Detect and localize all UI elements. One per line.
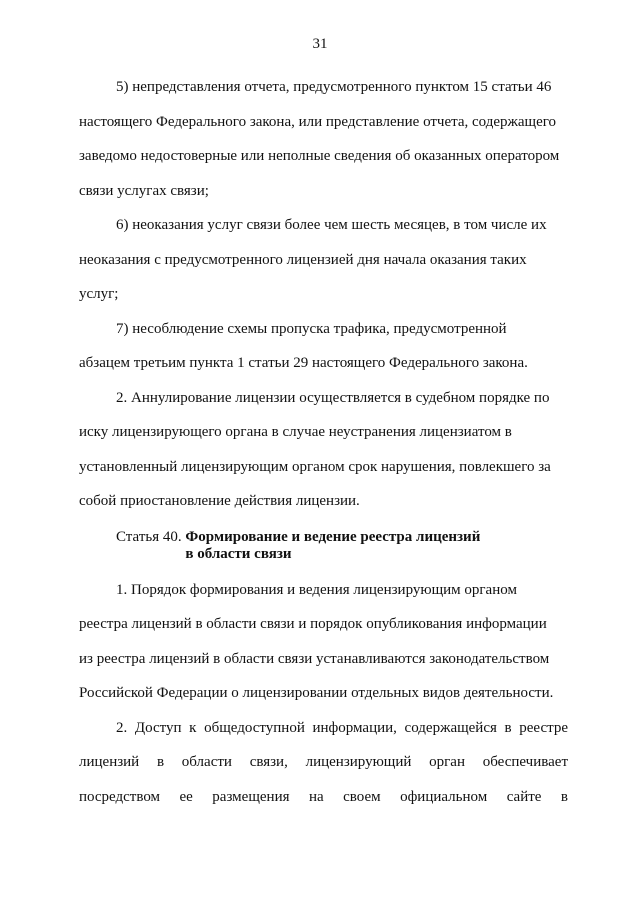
paragraph-item-7: 7) несоблюдение схемы пропуска трафика, предусмотренной абзацем третьим пункта 1 статьи 29 настоящего Федерального закона. xyxy=(79,320,528,371)
article-number: Статья 40. xyxy=(116,528,186,545)
document-body xyxy=(79,70,568,814)
page-number: 31 xyxy=(312,36,328,52)
paragraph-item-6: 6) неоказания услуг связи более чем шесть месяцев, в том числе их неоказания с предусмотренного лицензией дня начала оказания таких услуг; xyxy=(79,217,547,302)
paragraph-annulment: 2. Аннулирование лицензии осуществляется в судебном порядке по иску лицензирующего органа в случае неустранения лицензиатом в установленный лицензирующим органом срок нарушения, повлекшего за собой приостановление действия лицензии. xyxy=(79,389,551,509)
article-paragraph-2: 2. Доступ к общедоступной информации, содержащейся в реестре лицензий в области связи, лицензирующий орган обеспечивает посредством ее размещения на своем официальном сайте в xyxy=(79,719,568,805)
article-title: Формирование и ведение реестра лицензий в области связи xyxy=(185,528,481,562)
paragraph-item-5: 5) непредставления отчета, предусмотренного пунктом 15 статьи 46 настоящего Федерального закона, или представление отчета, содержащего заведомо недостоверные или неполные сведения об оказанных оператором связи услугах связи; xyxy=(79,79,560,199)
article-heading xyxy=(79,529,568,563)
article-paragraph-1: 1. Порядок формирования и ведения лицензирующим органом реестра лицензий в области связи и порядок опубликования информации из реестра лицензий в области связи устанавливаются законодательством Российской Федерации о лицензировании отдельных видов деятельности. xyxy=(79,581,554,701)
